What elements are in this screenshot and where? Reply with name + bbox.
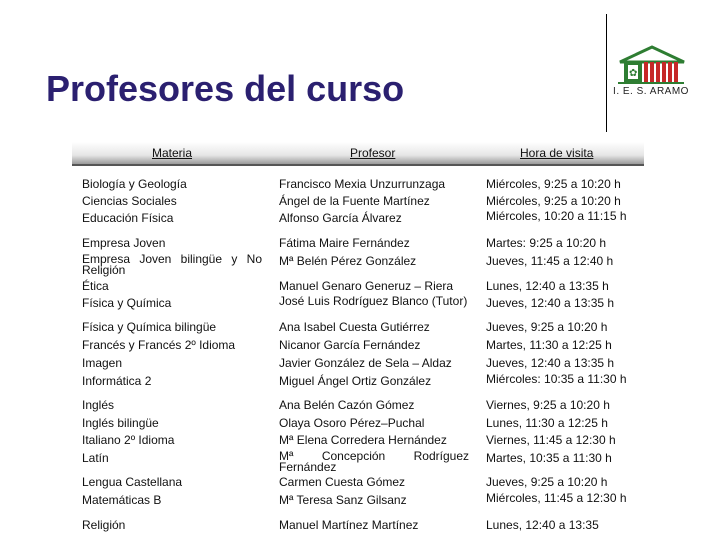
table-row [0,236,720,253]
materia-cell: Inglés bilingüe [82,416,159,430]
materia-cell: Ciencias Sociales [82,194,177,208]
profesor-cell: Francisco Mexia Unzurrunzaga [279,177,446,191]
hora-cell: Viernes, 9:25 a 10:20 h [486,398,610,412]
hora-cell: Martes: 9:25 a 10:20 h [486,236,607,250]
profesor-cell: Carmen Cuesta Gómez [279,475,406,489]
table-row [0,449,720,474]
page-title: Profesores del curso [46,68,405,109]
table-row [0,320,720,337]
header-profesor: Profesor [350,146,396,160]
table-row [0,374,720,391]
profesor-cell: Mª Belén Pérez González [279,254,417,268]
profesor-cell: Nicanor García Fernández [279,338,421,352]
profesor-cell: Mª Concepción Rodríguez Fernández [279,449,469,474]
materia-cell: Religión [82,518,126,532]
table-row [0,433,720,450]
hora-cell: Jueves, 12:40 a 13:35 h [486,356,615,370]
profesor-cell: Fátima Maire Fernández [279,236,410,250]
hora-cell: Lunes, 12:40 a 13:35 [486,518,599,532]
materia-cell: Física y Química [82,296,172,310]
hora-cell: Miércoles: 10:35 a 11:30 h [486,372,627,386]
profesor-cell: Ana Isabel Cuesta Gutiérrez [279,320,430,334]
hora-cell: Martes, 11:30 a 12:25 h [486,338,612,352]
svg-text:✿: ✿ [629,68,638,79]
hora-cell: Lunes, 12:40 a 13:35 h [486,279,609,293]
hora-cell: Jueves, 11:45 a 12:40 h [486,254,614,268]
hora-cell: Miércoles, 10:20 a 11:15 h [486,209,627,223]
header-hora: Hora de visita [520,146,594,160]
table-row [0,356,720,373]
materia-cell: Educación Física [82,211,174,225]
hora-cell: Miércoles, 11:45 a 12:30 h [486,491,627,505]
materia-cell: Empresa Joven [82,236,166,250]
materia-cell: Matemáticas B [82,493,162,507]
hora-cell: Martes, 10:35 a 11:30 h [486,451,612,465]
table-header [72,142,644,166]
table-row [0,177,720,194]
materia-cell: Informática 2 [82,374,152,388]
table-row [0,416,720,433]
hora-cell: Jueves, 9:25 a 10:20 h [486,320,608,334]
logo-text: I. E. S. ARAMO [613,86,689,97]
table-row [0,211,720,228]
profesor-cell: Mª Teresa Sanz Gilsanz [279,493,407,507]
materia-cell: Italiano 2º Idioma [82,433,175,447]
table-row [0,398,720,415]
table-row [0,475,720,492]
table-row [0,518,720,535]
materia-cell: Inglés [82,398,115,412]
table-row [0,338,720,355]
materia-cell: Lengua Castellana [82,475,183,489]
profesor-cell: Manuel Genaro Generuz – Riera [279,279,454,293]
profesor-cell: Manuel Martínez Martínez [279,518,419,532]
profesor-cell: Alfonso García Álvarez [279,211,402,225]
hora-cell: Viernes, 11:45 a 12:30 h [486,433,616,447]
divider-line [606,14,607,132]
profesor-cell: Miguel Ángel Ortiz González [279,374,432,388]
profesor-cell: Ángel de la Fuente Martínez [279,194,430,208]
materia-cell: Ética [82,279,109,293]
hora-cell: Miércoles, 9:25 a 10:20 h [486,177,621,191]
materia-cell: Física y Química bilingüe [82,320,217,334]
hora-cell: Jueves, 12:40 a 13:35 h [486,296,615,310]
materia-cell: Imagen [82,356,123,370]
hora-cell: Jueves, 9:25 a 10:20 h [486,475,608,489]
profesor-cell: Javier González de Sela – Aldaz [279,356,452,370]
profesor-cell: Ana Belén Cazón Gómez [279,398,415,412]
materia-cell: Biología y Geología [82,177,187,191]
table-row [0,493,720,510]
table-row [0,252,720,277]
materia-cell: Empresa Joven bilingüe y No Religión [82,252,262,277]
profesor-cell: José Luis Rodríguez Blanco (Tutor) [279,294,468,308]
materia-cell: Francés y Francés 2º Idioma [82,338,236,352]
hora-cell: Miércoles, 9:25 a 10:20 h [486,194,621,208]
hora-cell: Lunes, 11:30 a 12:25 h [486,416,608,430]
profesor-cell: Mª Elena Corredera Hernández [279,433,447,447]
header-materia: Materia [152,146,193,160]
profesor-cell: Olaya Osoro Pérez–Puchal [279,416,425,430]
materia-cell: Latín [82,451,109,465]
table-row [0,296,720,313]
